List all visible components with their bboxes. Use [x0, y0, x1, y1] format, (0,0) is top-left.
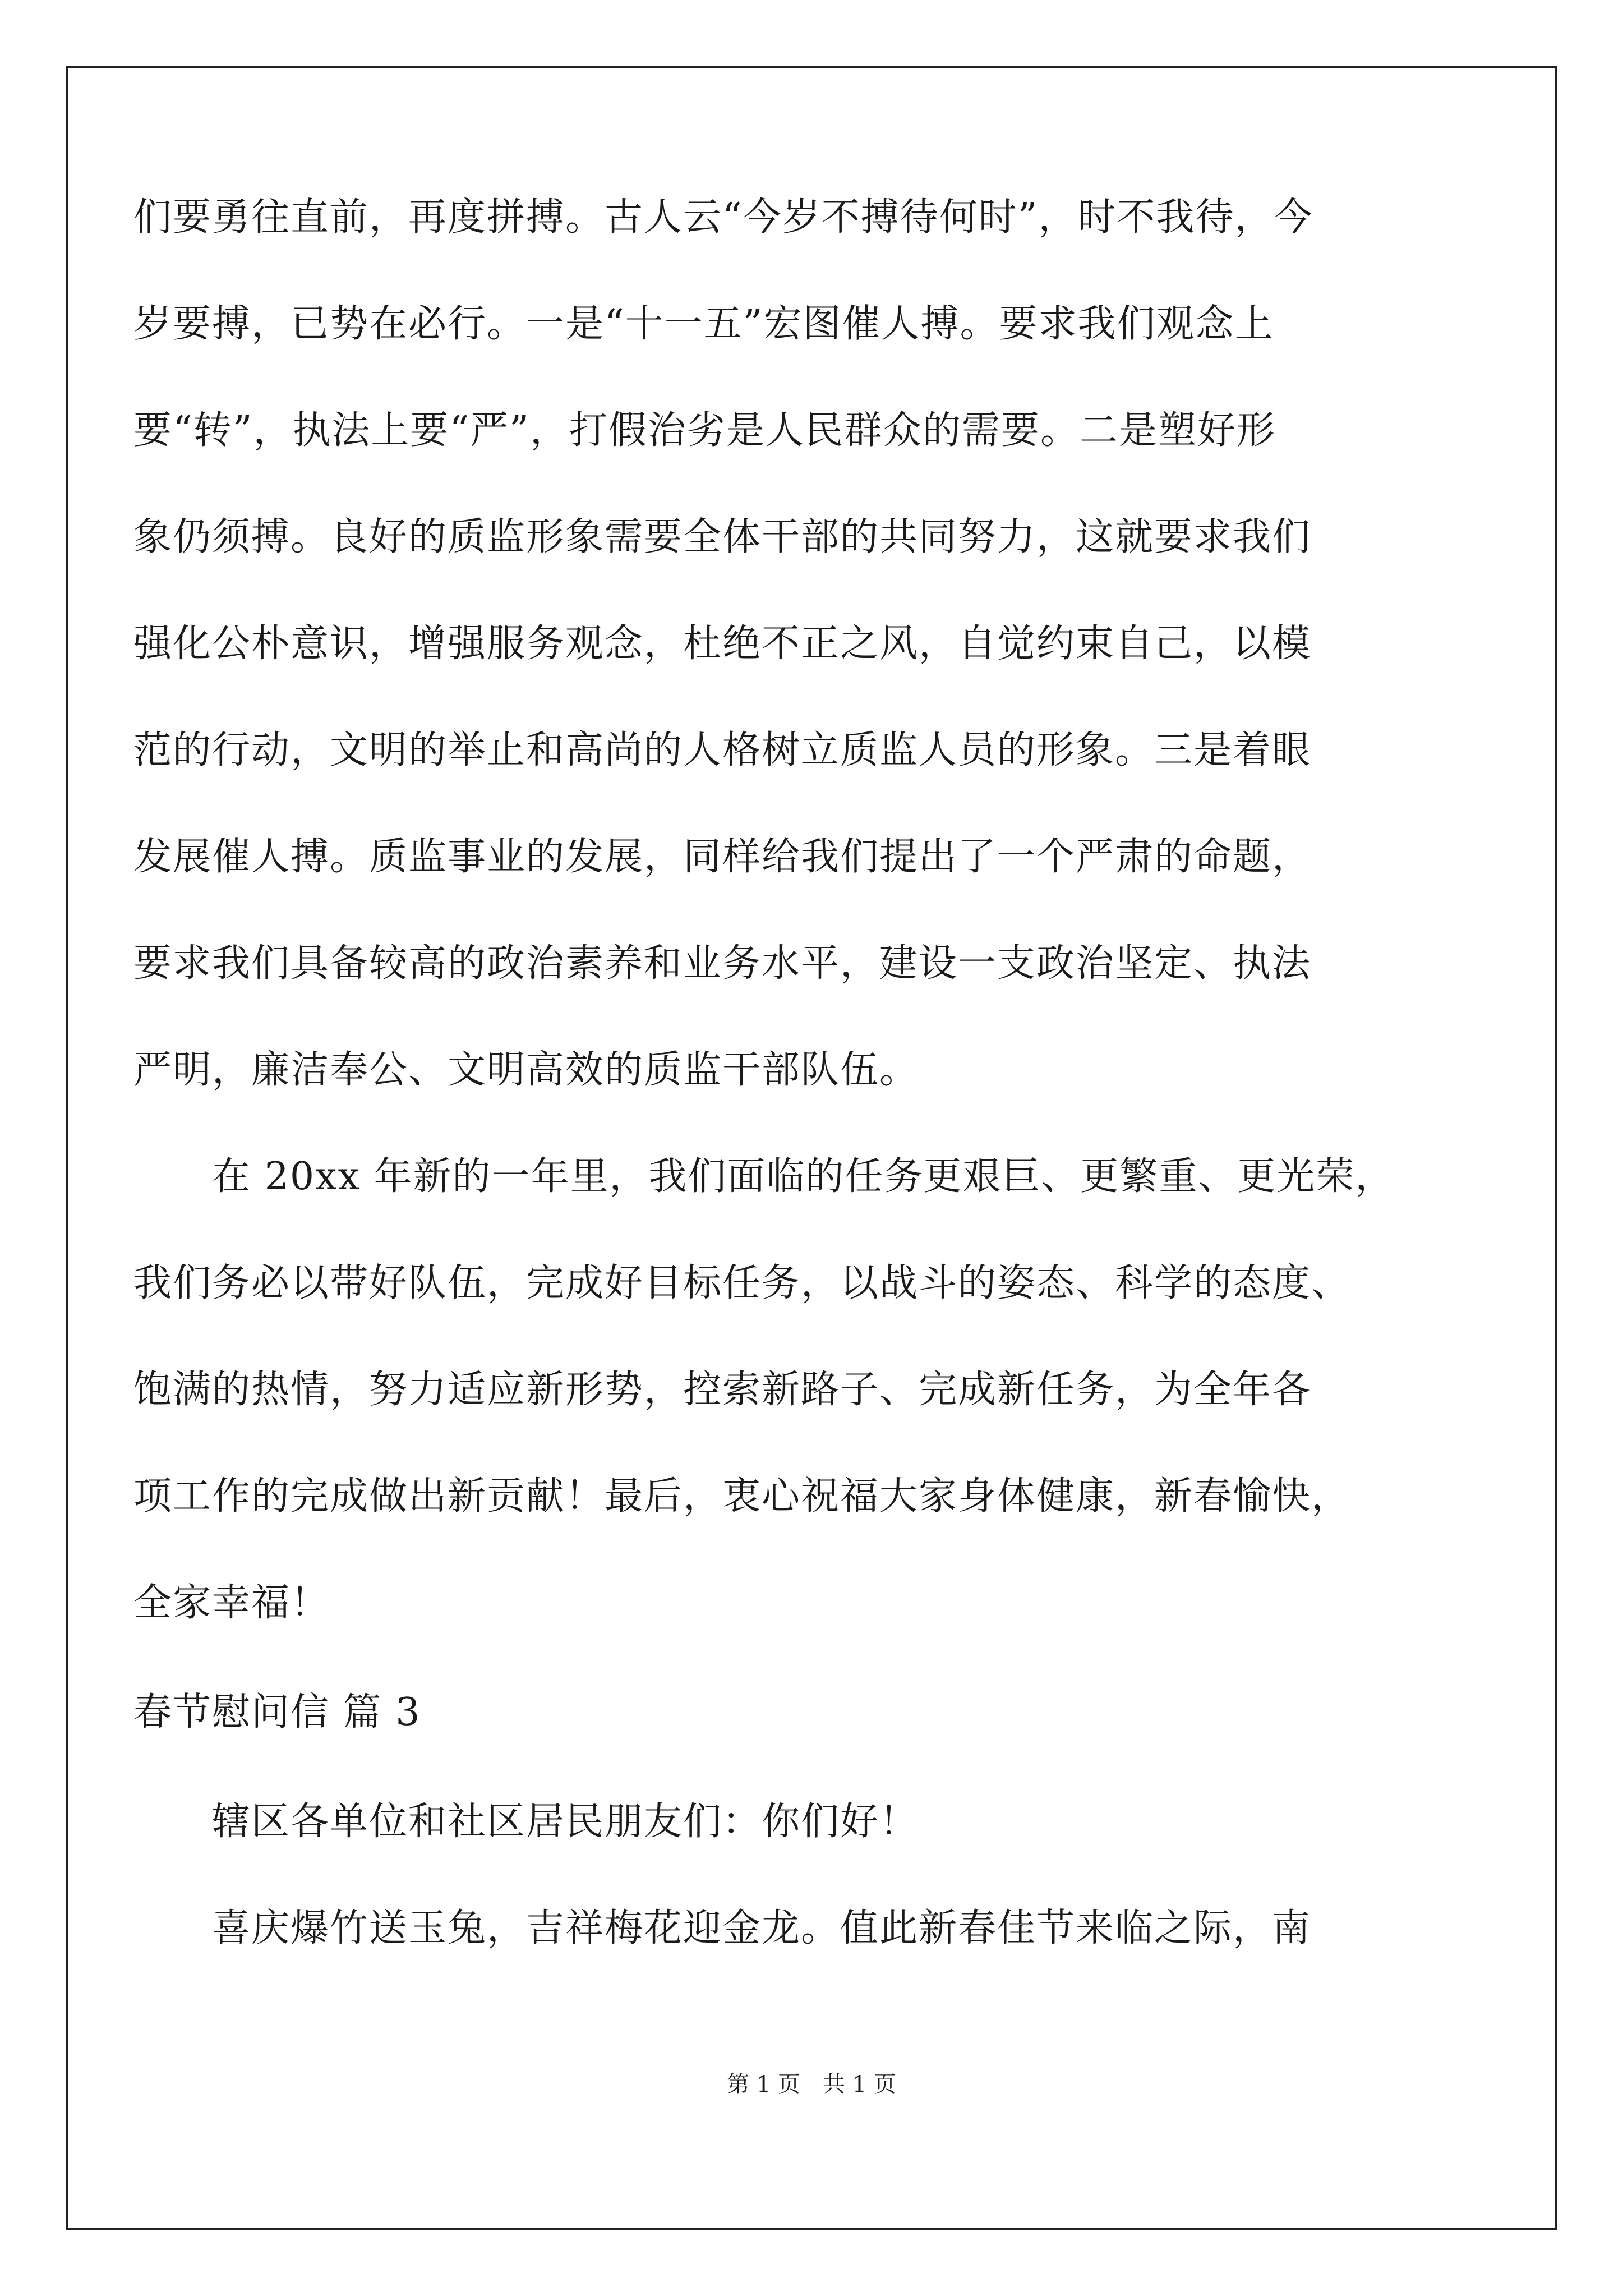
- salutation-line: 辖区各单位和社区居民朋友们：你们好！: [212, 1800, 919, 1844]
- body-line: 要“转”，执法上要“严”，打假治劣是人民群众的需要。二是塑好形: [133, 408, 1276, 453]
- body-line: 严明，廉洁奉公、文明高效的质监干部队伍。: [133, 1048, 919, 1092]
- body-line: 全家幸福！: [133, 1581, 330, 1625]
- body-line: 范的行动，文明的举止和高尚的人格树立质监人员的形象。三是着眼: [133, 728, 1312, 772]
- body-line: 岁要搏，已势在必行。一是“十一五”宏图催人搏。要求我们观念上: [133, 302, 1274, 346]
- section-heading: 春节慰问信 篇 3: [133, 1690, 421, 1734]
- paragraph-start-line: 喜庆爆竹送玉兔，吉祥梅花迎金龙。值此新春佳节来临之际，南: [212, 1906, 1312, 1950]
- body-line: 强化公朴意识，增强服务观念，杜绝不正之风，自觉约束自己，以模: [133, 622, 1312, 666]
- body-line: 们要勇往直前，再度拼搏。古人云“今岁不搏待何时”，时不我待，今: [133, 195, 1313, 240]
- body-line: 要求我们具备较高的政治素养和业务水平，建设一支政治坚定、执法: [133, 941, 1312, 986]
- paragraph-start-line: 在 20xx 年新的一年里，我们面临的任务更艰巨、更繁重、更光荣，: [212, 1154, 1395, 1199]
- body-line: 象仍须搏。良好的质监形象需要全体干部的共同努力，这就要求我们: [133, 515, 1312, 559]
- body-line: 项工作的完成做出新贡献！最后，衷心祝福大家身体健康，新春愉快，: [133, 1474, 1351, 1519]
- body-line: 饱满的热情，努力适应新形势，控索新路子、完成新任务，为全年各: [133, 1368, 1312, 1412]
- body-line: 发展催人搏。质监事业的发展，同样给我们提出了一个严肃的命题，: [133, 835, 1312, 879]
- page-number-footer: 第 1 页 共 1 页: [727, 2072, 896, 2097]
- body-line: 我们务必以带好队伍，完成好目标任务，以战斗的姿态、科学的态度、: [133, 1261, 1351, 1305]
